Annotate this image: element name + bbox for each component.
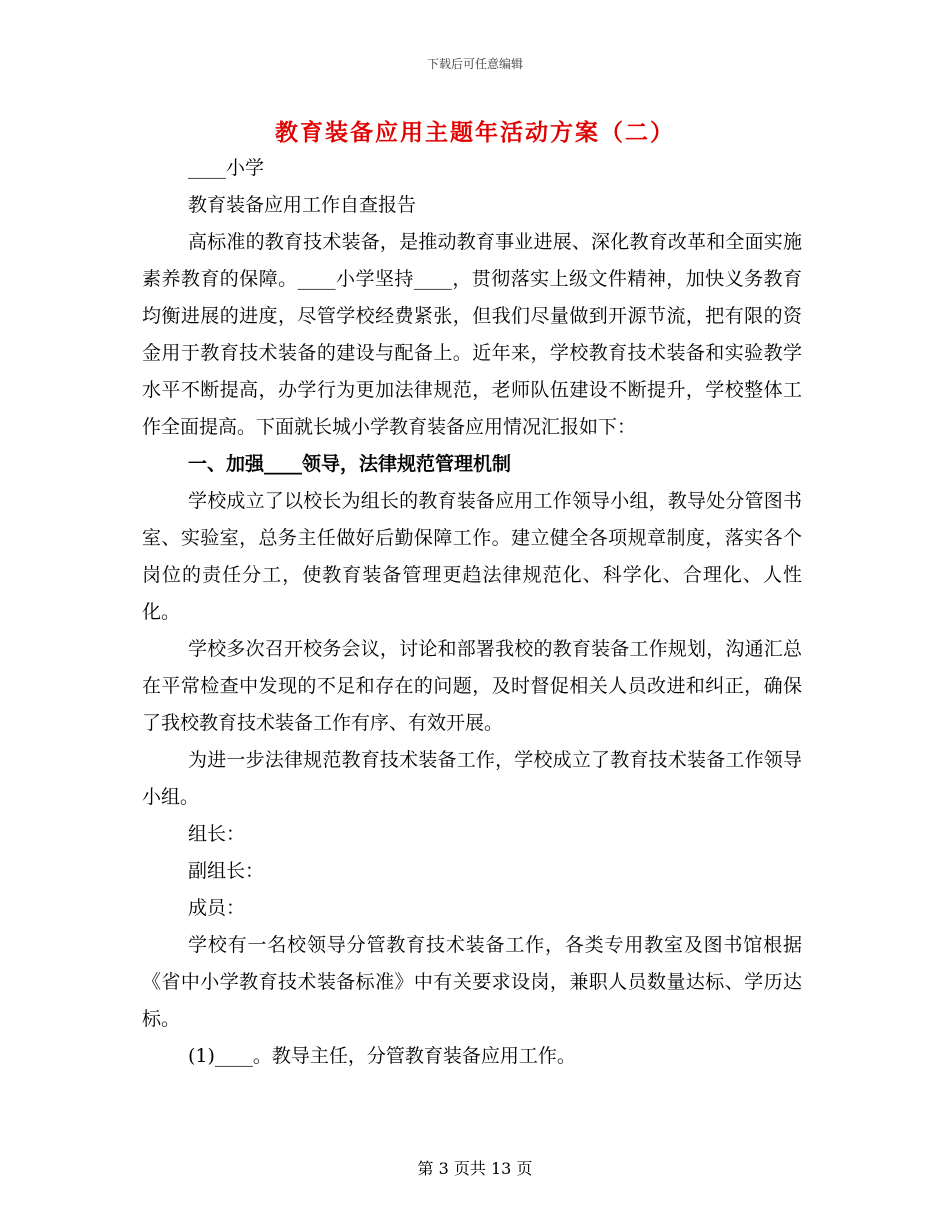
- members-line: 成员：: [188, 897, 246, 919]
- document-title: 教育装备应用主题年活动方案（二）: [275, 119, 675, 146]
- page-footer: 第 3 页共 13 页: [417, 1159, 533, 1178]
- school-name-line: ____小学: [188, 157, 265, 179]
- paragraph-group: 为进一步法律规范教育技术装备工作，学校成立了教育技术装备工作领导小组。: [142, 749, 802, 808]
- paragraph-leadership: 学校成立了以校长为组长的教育装备应用工作领导小组，教导处分管图书室、实验室，总务主任做好后勤保障工作。建立健全各项规章制度，落实各个岗位的责任分工，使教育装备管理更趋法律规范化、科学化、合理化、人性化。: [142, 490, 802, 623]
- paragraph-staffing: 学校有一名校领导分管教育技术装备工作，各类专用教室及图书馆根据《省中小学教育技术装备标准》中有关要求设岗，兼职人员数量达标、学历达标。: [142, 934, 802, 1030]
- group-leader-line: 组长：: [188, 823, 246, 845]
- deputy-leader-line: 副组长：: [188, 860, 265, 882]
- intro-paragraph: 高标准的教育技术装备，是推动教育事业进展、深化教育改革和全面实施素养教育的保障。____小学坚持____，贯彻落实上级文件精神，加快义务教育均衡进展的进度，尽管学校经费紧张，但我们尽量做到开源节流，把有限的资金用于教育技术装备的建设与配备上。近年来，学校教育技术装备和实验教学水平不断提高，办学行为更加法律规范，老师队伍建设不断提升，学校整体工作全面提高。下面就长城小学教育装备应用情况汇报如下：: [142, 231, 802, 438]
- document-body: [142, 150, 802, 1075]
- section-heading-1: 一、加强____领导，法律规范管理机制: [188, 453, 512, 475]
- paragraph-meetings: 学校多次召开校务会议，讨论和部署我校的教育装备工作规划，沟通汇总在平常检查中发现的不足和存在的问题，及时督促相关人员改进和纠正，确保了我校教育技术装备工作有序、有效开展。: [142, 638, 802, 734]
- list-item-1: (1)____。教导主任，分管教育装备应用工作。: [188, 1045, 576, 1067]
- report-subtitle: 教育装备应用工作自查报告: [188, 194, 417, 216]
- header-note: 下载后可任意编辑: [426, 57, 523, 71]
